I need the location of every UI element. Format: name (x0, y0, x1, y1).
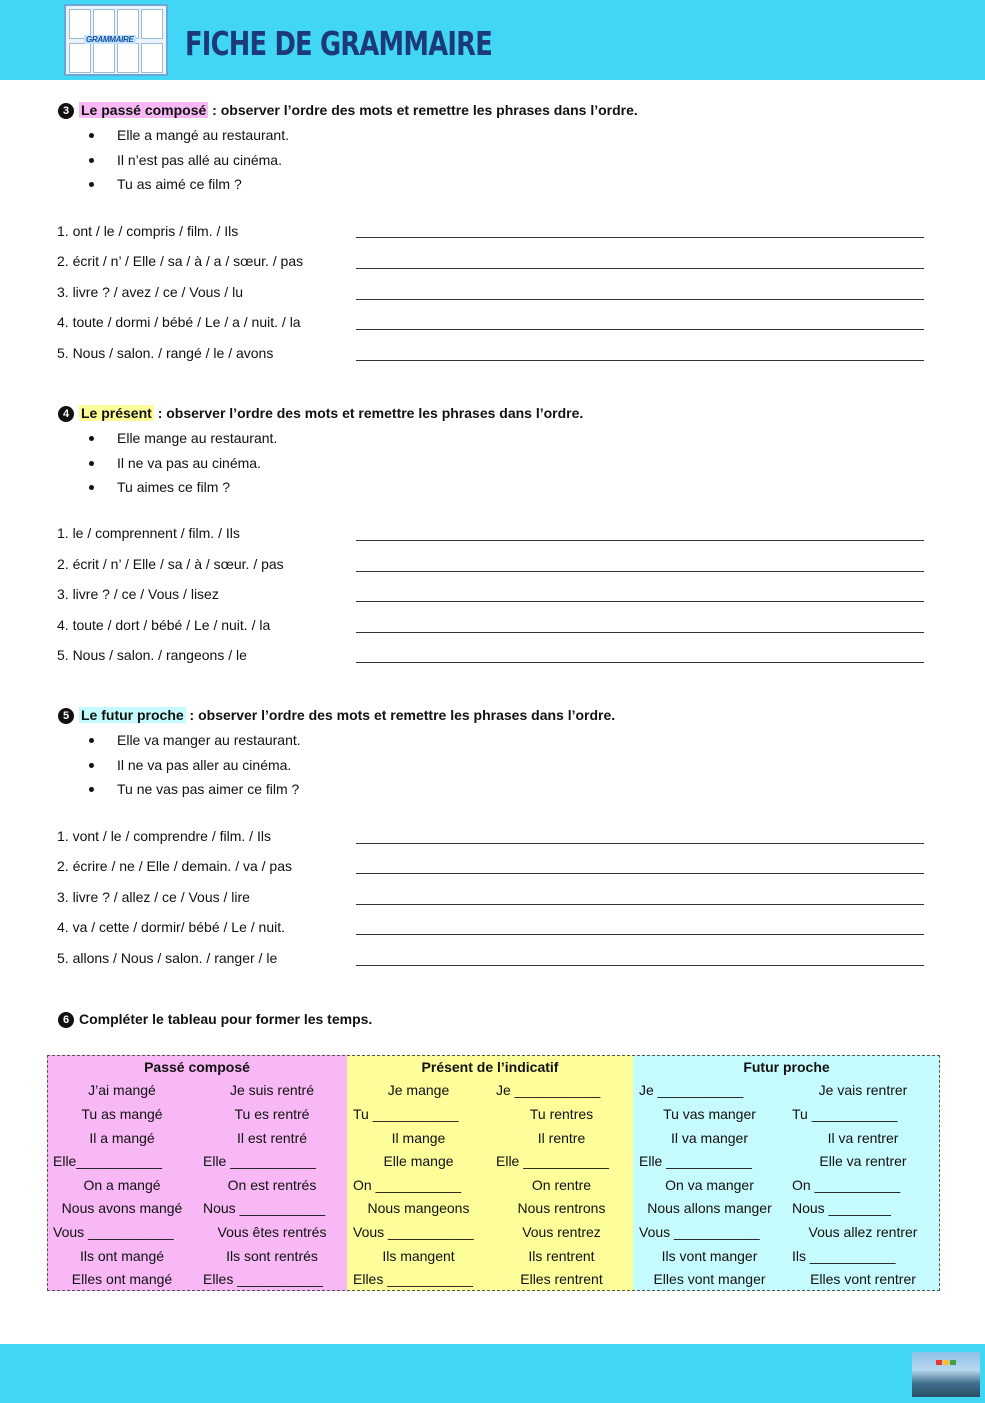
table-cell: Je suis rentré (197, 1079, 347, 1103)
section-number: 6 (58, 1012, 74, 1028)
table-cell: Je vais rentrer (786, 1079, 940, 1103)
table-cell: Elles ont mangé (47, 1267, 197, 1291)
answer-line[interactable] (356, 237, 924, 238)
table-cell[interactable]: Elle___________ (47, 1149, 197, 1173)
table-cell[interactable]: Elle ___________ (197, 1149, 347, 1173)
exercise-item: 5. Nous / salon. / rangeons / le (57, 647, 247, 663)
table-cell: Nous avons mangé (47, 1197, 197, 1221)
table-cell: Ils sont rentrés (197, 1244, 347, 1268)
answer-line[interactable] (356, 662, 924, 663)
answer-line[interactable] (356, 329, 924, 330)
section-instruction: : observer l’ordre des mots et remettre les phrases dans l’ordre. (185, 707, 616, 723)
section-4-examples (88, 426, 277, 500)
table-cell: Elles vont manger (633, 1267, 786, 1291)
example-item: Tu aimes ce film ? (88, 475, 277, 500)
table-cell: Elle mange (347, 1149, 490, 1173)
example-item: Elle va manger au restaurant. (88, 728, 301, 753)
worksheet-thumbnail (64, 4, 168, 76)
exercise-item: 3. livre ? / allez / ce / Vous / lire (57, 889, 250, 905)
answer-line[interactable] (356, 843, 924, 844)
table-cell: Il a mangé (47, 1126, 197, 1150)
table-cell[interactable]: Vous ___________ (347, 1220, 490, 1244)
answer-line[interactable] (356, 360, 924, 361)
section-5-title (58, 707, 615, 724)
conjugation-table (47, 1055, 940, 1291)
table-cell: On va manger (633, 1173, 786, 1197)
table-cell: Il va rentrer (786, 1126, 940, 1150)
table-cell[interactable]: Ils ___________ (786, 1244, 940, 1268)
table-cell[interactable]: Je ___________ (490, 1079, 633, 1103)
table-cell[interactable]: Elles ___________ (197, 1267, 347, 1291)
section-instruction: : observer l’ordre des mots et remettre les phrases dans l’ordre. (208, 102, 638, 118)
table-cell: Ils mangent (347, 1244, 490, 1268)
page-title: FICHE DE GRAMMAIRE (185, 24, 493, 63)
table-cell: Nous allons manger (633, 1197, 786, 1221)
table-cell: Tu as mangé (47, 1102, 197, 1126)
exercise-item: 3. livre ? / ce / Vous / lisez (57, 586, 219, 602)
table-cell: On est rentrés (197, 1173, 347, 1197)
table-cell: On a mangé (47, 1173, 197, 1197)
table-cell: Il rentre (490, 1126, 633, 1150)
section-number: 5 (58, 708, 74, 724)
table-cell: Il va manger (633, 1126, 786, 1150)
exercise-item: 2. écrit / n’ / Elle / sa / à / a / sœur. / pas (57, 253, 304, 269)
section-instruction: Compléter le tableau pour former les temps. (79, 1011, 373, 1027)
header-futur-proche: Futur proche (633, 1055, 940, 1079)
table-cell: J’ai mangé (47, 1079, 197, 1103)
answer-line[interactable] (356, 601, 924, 602)
example-item: Il ne va pas aller au cinéma. (88, 753, 301, 778)
table-cell: Je mange (347, 1079, 490, 1103)
table-cell[interactable]: Je ___________ (633, 1079, 786, 1103)
table-cell: Ils rentrent (490, 1244, 633, 1268)
section-number: 4 (58, 406, 74, 422)
example-item: Il ne va pas au cinéma. (88, 451, 277, 476)
table-cell: Nous mangeons (347, 1197, 490, 1221)
exercise-item: 4. va / cette / dormir/ bébé / Le / nuit. (57, 919, 286, 935)
table-cell: On rentre (490, 1173, 633, 1197)
exercise-item: 4. toute / dort / bébé / Le / nuit. / la (57, 617, 271, 633)
table-cell: Tu vas manger (633, 1102, 786, 1126)
exercise-item: 5. allons / Nous / salon. / ranger / le (57, 950, 278, 966)
example-item: Tu as aimé ce film ? (88, 172, 289, 197)
landscape-photo (912, 1352, 980, 1397)
table-cell[interactable]: Elle ___________ (633, 1149, 786, 1173)
table-cell[interactable]: Elles ___________ (347, 1267, 490, 1291)
section-highlight: Le futur proche (81, 707, 184, 723)
exercise-item: 2. écrit / n’ / Elle / sa / à / sœur. / pas (57, 556, 284, 572)
exercise-item: 5. Nous / salon. / rangé / le / avons (57, 345, 274, 361)
answer-line[interactable] (356, 299, 924, 300)
table-cell[interactable]: Vous ___________ (633, 1220, 786, 1244)
table-cell: Vous êtes rentrés (197, 1220, 347, 1244)
section-instruction: : observer l’ordre des mots et remettre les phrases dans l’ordre. (153, 405, 584, 421)
table-cell[interactable]: Vous ___________ (47, 1220, 197, 1244)
table-cell[interactable]: Nous ________ (786, 1197, 940, 1221)
table-cell[interactable]: Elle ___________ (490, 1149, 633, 1173)
header-passe-compose: Passé composé (47, 1055, 347, 1079)
answer-line[interactable] (356, 934, 924, 935)
thumbnail-label: GRAMMAIRE (86, 35, 134, 44)
table-cell[interactable]: Tu ___________ (347, 1102, 490, 1126)
answer-line[interactable] (356, 540, 924, 541)
footer-banner (0, 1344, 985, 1403)
example-item: Il n’est pas allé au cinéma. (88, 148, 289, 173)
example-item: Tu ne vas pas aimer ce film ? (88, 777, 301, 802)
answer-line[interactable] (356, 904, 924, 905)
table-cell[interactable]: Nous ___________ (197, 1197, 347, 1221)
answer-line[interactable] (356, 268, 924, 269)
table-cell: Nous rentrons (490, 1197, 633, 1221)
table-cell: Vous allez rentrer (786, 1220, 940, 1244)
table-cell[interactable]: On ___________ (347, 1173, 490, 1197)
section-highlight: Le présent (81, 405, 152, 421)
exercise-item: 3. livre ? / avez / ce / Vous / lu (57, 284, 243, 300)
table-cell: Tu es rentré (197, 1102, 347, 1126)
example-item: Elle a mangé au restaurant. (88, 123, 289, 148)
exercise-item: 4. toute / dormi / bébé / Le / a / nuit. / la (57, 314, 301, 330)
exercise-item: 1. vont / le / comprendre / film. / Ils (57, 828, 271, 844)
table-cell: Il est rentré (197, 1126, 347, 1150)
exercise-item: 1. ont / le / compris / film. / Ils (57, 223, 239, 239)
answer-line[interactable] (356, 632, 924, 633)
table-cell: Elle va rentrer (786, 1149, 940, 1173)
example-item: Elle mange au restaurant. (88, 426, 277, 451)
section-3-title (58, 102, 638, 119)
section-4-title (58, 405, 583, 422)
table-cell: Il mange (347, 1126, 490, 1150)
section-5-examples (88, 728, 301, 802)
table-cell: Ils ont mangé (47, 1244, 197, 1268)
table-cell: Elles vont rentrer (786, 1267, 940, 1291)
table-cell[interactable]: Tu ___________ (786, 1102, 940, 1126)
section-highlight: Le passé composé (81, 102, 207, 118)
table-cell: Elles rentrent (490, 1267, 633, 1291)
section-3-examples (88, 123, 289, 197)
exercise-item: 1. le / comprennent / film. / Ils (57, 525, 240, 541)
answer-line[interactable] (356, 873, 924, 874)
table-cell[interactable]: On ___________ (786, 1173, 940, 1197)
section-number: 3 (58, 103, 74, 119)
answer-line[interactable] (356, 965, 924, 966)
answer-line[interactable] (356, 571, 924, 572)
table-cell: Tu rentres (490, 1102, 633, 1126)
table-cell: Ils vont manger (633, 1244, 786, 1268)
header-present: Présent de l’indicatif (347, 1055, 633, 1079)
section-6-title (58, 1011, 372, 1028)
exercise-item: 2. écrire / ne / Elle / demain. / va / pas (57, 858, 292, 874)
table-cell: Vous rentrez (490, 1220, 633, 1244)
